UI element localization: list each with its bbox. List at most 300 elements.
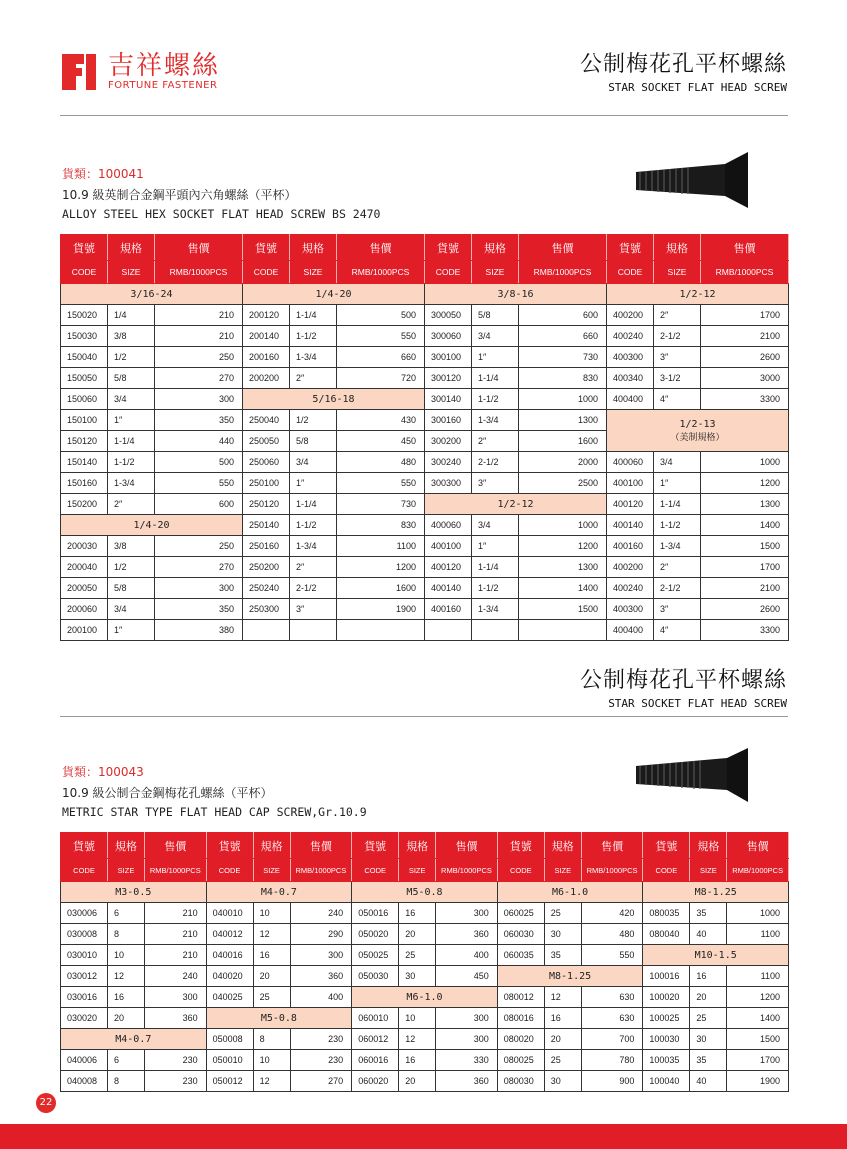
item-size: 2″ (654, 305, 701, 326)
table-row (61, 945, 789, 966)
item-code: 400100 (607, 473, 654, 494)
item-price: 1200 (701, 473, 789, 494)
item-size: 1/4 (108, 305, 155, 326)
header-price-cn: 售價 (581, 833, 643, 859)
item-size: 1″ (472, 347, 519, 368)
item-price: 1700 (727, 1050, 789, 1071)
size-group-header: M5-0.8 (206, 1008, 352, 1029)
item-size: 10 (399, 1008, 436, 1029)
item-size: 2″ (290, 557, 337, 578)
item-price: 900 (581, 1071, 643, 1092)
item-price: 430 (337, 410, 425, 431)
item-price: 480 (581, 924, 643, 945)
item-size: 20 (399, 1071, 436, 1092)
item-size: 25 (690, 1008, 727, 1029)
item-price: 730 (337, 494, 425, 515)
item-price: 1200 (337, 557, 425, 578)
header-code-cn: 貨號 (61, 235, 108, 261)
header-size: SIZE (108, 859, 145, 882)
item-price: 350 (155, 410, 243, 431)
item-code: 200120 (243, 305, 290, 326)
item-size: 3/4 (472, 515, 519, 536)
item-code: 100040 (643, 1071, 690, 1092)
item-code: 080020 (497, 1029, 544, 1050)
item-price: 360 (290, 966, 352, 987)
header-code-cn: 貨號 (243, 235, 290, 261)
header-size: SIZE (399, 859, 436, 882)
item-size: 1-3/4 (108, 473, 155, 494)
item-size: 25 (544, 903, 581, 924)
header-price: RMB/1000PCS (701, 261, 789, 284)
item-code: 030008 (61, 924, 108, 945)
size-group-header (61, 284, 243, 305)
size-group-header: M3-0.5 (61, 882, 207, 903)
price-table-1 (60, 234, 789, 641)
item-price: 420 (581, 903, 643, 924)
item-code: 050025 (352, 945, 399, 966)
header-price-cn: 售價 (155, 235, 243, 261)
item-code: 400140 (607, 515, 654, 536)
item-size: 35 (690, 903, 727, 924)
brand-name-cn: 吉祥螺絲 (108, 51, 221, 81)
item-code: 150100 (61, 410, 108, 431)
item-size: 2-1/2 (654, 326, 701, 347)
item-code: 200050 (61, 578, 108, 599)
product2-code: 貨類：100043 (62, 765, 144, 779)
size-group-header: M4-0.7 (206, 882, 352, 903)
item-price: 300 (436, 1008, 498, 1029)
item-price: 1400 (727, 1008, 789, 1029)
header-size-cn: 規格 (472, 235, 519, 261)
item-size: 16 (544, 1008, 581, 1029)
item-code: 150140 (61, 452, 108, 473)
table-row (61, 1050, 789, 1071)
item-code: 040010 (206, 903, 253, 924)
header-size: SIZE (108, 261, 155, 284)
item-size: 3/4 (654, 452, 701, 473)
item-code: 030012 (61, 966, 108, 987)
item-code: 300140 (425, 389, 472, 410)
item-size: 5/8 (108, 368, 155, 389)
item-size: 16 (399, 1050, 436, 1071)
item-size: 3/8 (108, 326, 155, 347)
item-price: 1400 (701, 515, 789, 536)
item-price: 210 (155, 326, 243, 347)
item-code: 400060 (607, 452, 654, 473)
item-code (243, 620, 290, 641)
item-code: 300120 (425, 368, 472, 389)
item-price: 3300 (701, 620, 789, 641)
item-code: 040006 (61, 1050, 108, 1071)
item-size (472, 620, 519, 641)
brand-logo (62, 52, 220, 92)
header-size-cn: 規格 (108, 833, 145, 859)
item-price: 270 (155, 557, 243, 578)
item-code: 300100 (425, 347, 472, 368)
item-code: 080012 (497, 987, 544, 1008)
item-size: 1/2 (108, 557, 155, 578)
item-size: 2″ (654, 557, 701, 578)
item-code: 030020 (61, 1008, 108, 1029)
item-code: 040025 (206, 987, 253, 1008)
item-code: 100030 (643, 1029, 690, 1050)
size-group-label: 1/4-20 (315, 288, 352, 300)
item-price: 210 (155, 305, 243, 326)
header-code: CODE (61, 261, 108, 284)
table-row (61, 326, 789, 347)
item-price: 300 (155, 578, 243, 599)
item-code: 400200 (607, 305, 654, 326)
item-size: 30 (544, 924, 581, 945)
item-price: 1500 (701, 536, 789, 557)
screw-image-1 (630, 150, 755, 210)
item-code: 150040 (61, 347, 108, 368)
header-size-cn: 規格 (544, 833, 581, 859)
item-size: 1-3/4 (290, 347, 337, 368)
size-group-header: M8-1.25 (643, 882, 789, 903)
item-price: 290 (290, 924, 352, 945)
item-code: 030010 (61, 945, 108, 966)
item-code: 060025 (497, 903, 544, 924)
item-price: 210 (145, 945, 207, 966)
item-price: 600 (519, 305, 607, 326)
item-size: 1-1/4 (472, 557, 519, 578)
item-code: 150160 (61, 473, 108, 494)
item-code: 080025 (497, 1050, 544, 1071)
item-price: 240 (290, 903, 352, 924)
table-row (61, 389, 789, 410)
header-code: CODE (61, 859, 108, 882)
item-price: 1100 (727, 966, 789, 987)
header-price-cn: 售價 (290, 833, 352, 859)
size-group-note: （美制規格） (670, 432, 725, 443)
item-code: 400100 (425, 536, 472, 557)
header-size: SIZE (654, 261, 701, 284)
item-code: 100016 (643, 966, 690, 987)
product2-info (62, 763, 367, 819)
item-code: 250200 (243, 557, 290, 578)
section2-divider (60, 716, 788, 717)
item-code: 400400 (607, 620, 654, 641)
table-row (61, 620, 789, 641)
item-code: 250050 (243, 431, 290, 452)
item-price: 630 (581, 987, 643, 1008)
size-group-header: M5-0.8 (352, 882, 498, 903)
item-size: 25 (544, 1050, 581, 1071)
header-size-cn: 規格 (108, 235, 155, 261)
item-price: 720 (337, 368, 425, 389)
header-code: CODE (352, 859, 399, 882)
item-size: 1-3/4 (290, 536, 337, 557)
item-price: 2000 (519, 452, 607, 473)
item-size: 20 (108, 1008, 145, 1029)
item-size: 4″ (654, 620, 701, 641)
item-code: 100025 (643, 1008, 690, 1029)
size-group-header (243, 284, 425, 305)
item-code: 150200 (61, 494, 108, 515)
item-price: 730 (519, 347, 607, 368)
size-group-label: 3/8-16 (497, 288, 534, 300)
item-size: 1-1/2 (290, 326, 337, 347)
item-code: 100020 (643, 987, 690, 1008)
header-size: SIZE (472, 261, 519, 284)
item-size: 8 (108, 1071, 145, 1092)
item-code: 050020 (352, 924, 399, 945)
size-group-header: M10-1.5 (643, 945, 789, 966)
item-size: 2-1/2 (472, 452, 519, 473)
item-price: 1000 (519, 515, 607, 536)
item-price: 230 (145, 1071, 207, 1092)
item-price: 550 (337, 473, 425, 494)
item-code: 400140 (425, 578, 472, 599)
footer-bar (0, 1124, 847, 1149)
product2-name-cn: 10.9 級公制合金鋼梅花孔螺絲（平杯） (62, 786, 273, 800)
table-row (61, 903, 789, 924)
item-code: 040016 (206, 945, 253, 966)
item-code: 250140 (243, 515, 290, 536)
item-code: 400060 (425, 515, 472, 536)
table-row (61, 347, 789, 368)
item-size: 5/8 (472, 305, 519, 326)
table-row (61, 966, 789, 987)
item-price: 300 (155, 389, 243, 410)
item-size: 8 (253, 1029, 290, 1050)
table-row (61, 578, 789, 599)
item-size: 3/4 (108, 599, 155, 620)
item-size: 10 (108, 945, 145, 966)
item-size: 2-1/2 (654, 578, 701, 599)
item-size: 1-3/4 (472, 410, 519, 431)
item-price: 2500 (519, 473, 607, 494)
item-size: 20 (253, 966, 290, 987)
header-price: RMB/1000PCS (436, 859, 498, 882)
item-price: 300 (145, 987, 207, 1008)
item-size: 3-1/2 (654, 368, 701, 389)
item-code: 080040 (643, 924, 690, 945)
item-price: 2100 (701, 578, 789, 599)
header-code-cn: 貨號 (425, 235, 472, 261)
item-price: 1600 (519, 431, 607, 452)
size-group-header (607, 284, 789, 305)
item-size: 3/4 (290, 452, 337, 473)
header-code-cn: 貨號 (352, 833, 399, 859)
item-price: 1300 (519, 410, 607, 431)
item-price: 1700 (701, 557, 789, 578)
item-price: 1100 (727, 924, 789, 945)
section1-title-en: STAR SOCKET FLAT HEAD SCREW (608, 81, 787, 94)
header-price: RMB/1000PCS (519, 261, 607, 284)
item-code: 300050 (425, 305, 472, 326)
item-code: 060035 (497, 945, 544, 966)
size-group-label: 1/2-13 (679, 418, 716, 430)
header-code: CODE (497, 859, 544, 882)
item-size: 1″ (654, 473, 701, 494)
table-row (61, 368, 789, 389)
item-size: 3″ (290, 599, 337, 620)
item-code: 150060 (61, 389, 108, 410)
item-price: 2100 (701, 326, 789, 347)
item-code: 040012 (206, 924, 253, 945)
item-code: 400120 (607, 494, 654, 515)
item-size: 1/2 (290, 410, 337, 431)
item-code: 400120 (425, 557, 472, 578)
item-size: 5/8 (290, 431, 337, 452)
item-size: 20 (544, 1029, 581, 1050)
item-price: 330 (436, 1050, 498, 1071)
item-code: 040008 (61, 1071, 108, 1092)
item-size: 25 (253, 987, 290, 1008)
item-code: 250060 (243, 452, 290, 473)
table-row (61, 599, 789, 620)
header-price: RMB/1000PCS (145, 859, 207, 882)
item-code: 050030 (352, 966, 399, 987)
item-price: 550 (337, 326, 425, 347)
item-code: 100035 (643, 1050, 690, 1071)
item-size: 16 (690, 966, 727, 987)
item-price: 1400 (519, 578, 607, 599)
item-price: 230 (145, 1050, 207, 1071)
item-price: 3000 (701, 368, 789, 389)
price-table-2 (60, 832, 789, 1092)
item-size: 40 (690, 924, 727, 945)
size-group-label: 3/16-24 (130, 288, 173, 300)
item-price: 380 (155, 620, 243, 641)
item-code: 060030 (497, 924, 544, 945)
item-code: 200200 (243, 368, 290, 389)
item-price: 1200 (519, 536, 607, 557)
header-price-cn: 售價 (727, 833, 789, 859)
item-price: 450 (337, 431, 425, 452)
item-size: 3/8 (108, 536, 155, 557)
item-size: 20 (690, 987, 727, 1008)
item-price: 500 (337, 305, 425, 326)
size-group-header (61, 515, 243, 536)
item-code: 030006 (61, 903, 108, 924)
item-code: 400340 (607, 368, 654, 389)
item-price: 480 (337, 452, 425, 473)
item-code: 200160 (243, 347, 290, 368)
item-price: 550 (155, 473, 243, 494)
header-price: RMB/1000PCS (727, 859, 789, 882)
item-code: 060020 (352, 1071, 399, 1092)
item-price: 1000 (727, 903, 789, 924)
header-size-cn: 規格 (253, 833, 290, 859)
item-price: 230 (290, 1050, 352, 1071)
item-price: 250 (155, 347, 243, 368)
size-group-header (243, 389, 425, 410)
item-price: 1200 (727, 987, 789, 1008)
header-price-cn: 售價 (436, 833, 498, 859)
size-group-header: M6-1.0 (497, 882, 643, 903)
size-group-header: M8-1.25 (497, 966, 643, 987)
item-size: 6 (108, 1050, 145, 1071)
item-size: 30 (544, 1071, 581, 1092)
item-size: 1-1/4 (108, 431, 155, 452)
item-code: 250040 (243, 410, 290, 431)
item-price: 250 (155, 536, 243, 557)
table-row (61, 536, 789, 557)
item-code: 400400 (607, 389, 654, 410)
item-code: 080035 (643, 903, 690, 924)
item-size: 30 (690, 1029, 727, 1050)
item-price (519, 620, 607, 641)
header-code: CODE (243, 261, 290, 284)
item-price: 1300 (519, 557, 607, 578)
header-code-cn: 貨號 (497, 833, 544, 859)
item-size: 1-1/4 (472, 368, 519, 389)
table-row (61, 1071, 789, 1092)
table-row (61, 557, 789, 578)
item-price: 1000 (701, 452, 789, 473)
item-size: 35 (690, 1050, 727, 1071)
header-code: CODE (607, 261, 654, 284)
brand-name-en: FORTUNE FASTENER (108, 80, 218, 91)
header-code-cn: 貨號 (607, 235, 654, 261)
item-size: 3/4 (472, 326, 519, 347)
header-price-cn: 售價 (337, 235, 425, 261)
header-code: CODE (206, 859, 253, 882)
item-size: 12 (399, 1029, 436, 1050)
brand-logo-mark (62, 54, 98, 90)
item-code: 080016 (497, 1008, 544, 1029)
item-size: 2″ (290, 368, 337, 389)
item-price: 1000 (519, 389, 607, 410)
item-price: 1300 (701, 494, 789, 515)
header-size: SIZE (290, 261, 337, 284)
item-code: 050012 (206, 1071, 253, 1092)
item-code: 200100 (61, 620, 108, 641)
item-price: 2600 (701, 347, 789, 368)
item-size: 5/8 (108, 578, 155, 599)
item-code: 400300 (607, 599, 654, 620)
item-size: 12 (253, 1071, 290, 1092)
size-group-header (607, 410, 789, 452)
item-price: 2600 (701, 599, 789, 620)
header-size: SIZE (690, 859, 727, 882)
item-code (425, 620, 472, 641)
item-price: 210 (145, 924, 207, 945)
item-size: 3″ (472, 473, 519, 494)
item-code: 400160 (425, 599, 472, 620)
item-code: 060012 (352, 1029, 399, 1050)
item-size: 1-1/4 (290, 305, 337, 326)
item-code: 400160 (607, 536, 654, 557)
table-row (61, 1029, 789, 1050)
item-price: 600 (155, 494, 243, 515)
item-size: 3/4 (108, 389, 155, 410)
item-price: 360 (145, 1008, 207, 1029)
item-code: 300200 (425, 431, 472, 452)
table-row (61, 305, 789, 326)
size-group-label: 1/4-20 (133, 519, 170, 531)
item-size (290, 620, 337, 641)
item-size: 30 (399, 966, 436, 987)
item-price: 300 (436, 1029, 498, 1050)
item-size: 1-3/4 (654, 536, 701, 557)
item-price: 1900 (337, 599, 425, 620)
item-size: 35 (544, 945, 581, 966)
item-price: 440 (155, 431, 243, 452)
header-price: RMB/1000PCS (290, 859, 352, 882)
header-code-cn: 貨號 (61, 833, 108, 859)
item-code: 050010 (206, 1050, 253, 1071)
item-price: 660 (337, 347, 425, 368)
item-price: 270 (290, 1071, 352, 1092)
item-code: 200040 (61, 557, 108, 578)
item-size: 1-1/2 (290, 515, 337, 536)
header-code-cn: 貨號 (206, 833, 253, 859)
item-size: 1″ (472, 536, 519, 557)
